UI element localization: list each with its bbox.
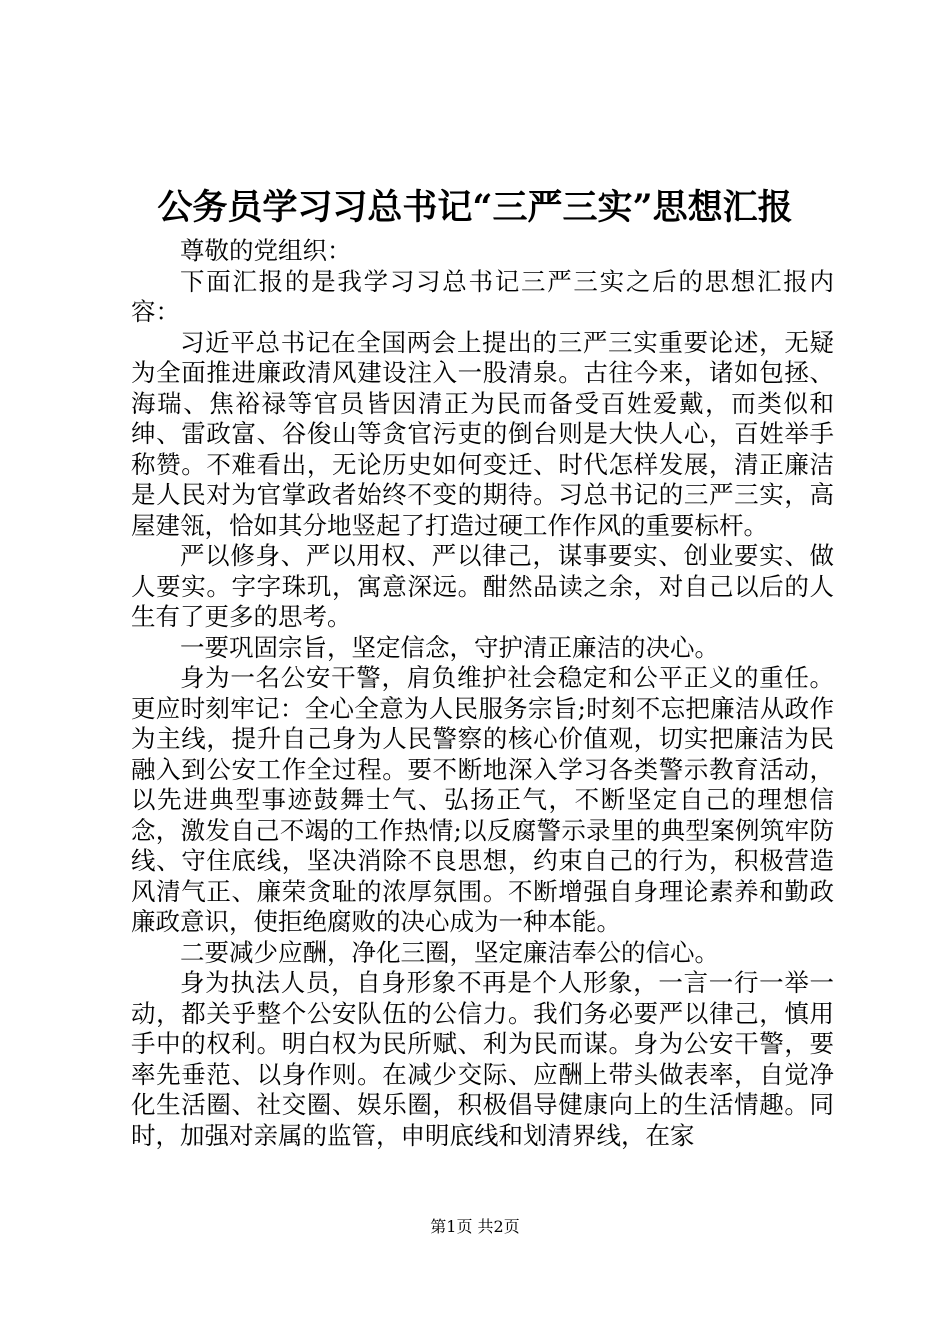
document-body — [131, 236, 834, 1151]
page-number-footer: 第1页 共2页 — [430, 1217, 520, 1236]
section-heading: 二要减少应酬，净化三圈，坚定廉洁奉公的信心。 — [180, 937, 719, 967]
section-heading: 一要巩固宗旨，坚定信念，守护清正廉洁的决心。 — [180, 632, 719, 662]
paragraph: 习近平总书记在全国两会上提出的三严三实重要论述，无疑为全面推进廉政清风建设注入一股清泉。古往今来，诸如包拯、海瑞、焦裕禄等官员皆因清正为民而备受百姓爱戴，而类似和绅、雷政富、谷俊山等贪官污吏的倒台则是大快人心，百姓举手称赞。不难看出，无论历史如何变迁、时代怎样发展，清正廉洁是人民对为官掌政者始终不变的期待。习总书记的三严三实，高屋建瓴，恰如其分地竖起了打造过硬工作作风的重要标杆。 — [131, 327, 834, 540]
document-title: 公务员学习习总书记“三严三实”思想汇报 — [157, 187, 793, 228]
paragraph: 严以修身、严以用权、严以律己，谋事要实、创业要实、做人要实。字字珠玑，寓意深远。酣然品读之余，对自己以后的人生有了更多的思考。 — [131, 541, 834, 631]
paragraph: 身为执法人员，自身形象不再是个人形象，一言一行一举一动，都关乎整个公安队伍的公信力。我们务必要严以律己，慎用手中的权利。明白权为民所赋、利为民而谋。身为公安干警，要率先垂范、以身作则。在减少交际、应酬上带头做表率，自觉净化生活圈、社交圈、娱乐圈，积极倡导健康向上的生活情趣。同时，加强对亲属的监管，申明底线和划清界线，在家 — [131, 968, 834, 1150]
paragraph: 身为一名公安干警，肩负维护社会稳定和公平正义的重任。更应时刻牢记：全心全意为人民服务宗旨;时刻不忘把廉洁从政作为主线，提升自己身为人民警察的核心价值观，切实把廉洁为民融入到公安工作全过程。要不断地深入学习各类警示教育活动，以先进典型事迹鼓舞士气、弘扬正气，不断坚定自己的理想信念，激发自己不竭的工作热情;以反腐警示录里的典型案例筑牢防线、守住底线，坚决消除不良思想，约束自己的行为，积极营造风清气正、廉荣贪耻的浓厚氛围。不断增强自身理论素养和勤政廉政意识，使拒绝腐败的决心成为一种本能。 — [131, 663, 834, 936]
salutation: 尊敬的党组织： — [180, 236, 352, 265]
paragraph: 下面汇报的是我学习习总书记三严三实之后的思想汇报内容： — [131, 266, 834, 326]
